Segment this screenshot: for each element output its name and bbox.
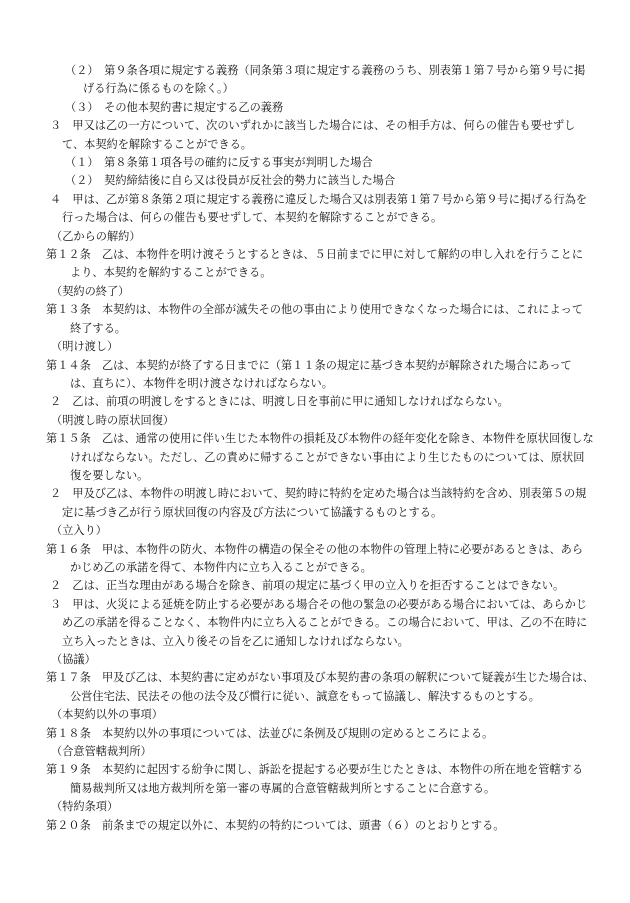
article-heading: （乙からの解約） xyxy=(51,229,141,243)
clause-paragraph: ３ 甲又は乙の一方について、次のいずれかに該当した場合には、その相手方は、何らの催告も要せずして、本契約を解除することができる。 xyxy=(50,119,576,151)
article-12: 第１２条 乙は、本物件を明け渡そうとするときは、５日前までに甲に対して解約の申し入れを行うことにより、本契約を解約することができる。 xyxy=(46,248,584,280)
article-heading: （合意管轄裁判所） xyxy=(51,745,152,759)
clause-paragraph: ２ 乙は、正当な理由がある場合を除き、前項の規定に基づく甲の立入りを拒否することはできない。 xyxy=(50,579,565,593)
clause-item: （２） 契約締結後に自ら又は役員が反社会的勢力に該当した場合 xyxy=(65,174,396,188)
article-16: 第１６条 甲は、本物件の防火、本物件の構造の保全その他の本物件の管理上特に必要があるときは、あらかじめ乙の承諾を得て、本物件内に立ち入ることができる。 xyxy=(46,542,584,574)
article-heading: （契約の終了） xyxy=(51,284,130,298)
article-13: 第１３条 本契約は、本物件の全部が滅失その他の事由により使用できなくなった場合には、これによって終了する。 xyxy=(46,303,584,335)
clause-item: （３） その他本契約書に規定する乙の義務 xyxy=(65,100,284,114)
article-heading: （特約条項） xyxy=(51,800,119,814)
article-heading: （協議） xyxy=(51,653,96,666)
article-18: 第１８条 本契約以外の事項については、法並びに条例及び規則の定めるところによる。 xyxy=(46,726,494,740)
article-20: 第２０条 前条までの規定以外に、本契約の特約については、頭書（６）のとおりとする。 xyxy=(46,818,505,832)
article-19: 第１９条 本契約に起因する紛争に関し、訴訟を提起する必要が生じたときは、本物件の所在地を管轄する簡易裁判所又は地方裁判所を第一審の専属的合意管轄裁判所とすることに合意する。 xyxy=(46,763,584,795)
article-15: 第１５条 乙は、通常の使用に伴い生じた本物件の損耗及び本物件の経年変化を除き、本物件を原状回復しなければならない。ただし、乙の責めに帰することができない事由により生じたものについては、原状回復を要しない。 xyxy=(46,432,594,482)
contract-text xyxy=(46,62,594,835)
article-heading: （立入り） xyxy=(51,524,107,538)
clause-paragraph: ３ 甲は、火災による延焼を防止する必要がある場合その他の緊急の必要がある場合においては、あらかじめ乙の承諾を得ることなく、本物件内に立ち入ることができる。この場合において、甲は、乙の不在時に立ち入ったときは、立入り後その旨を乙に通知しなければならない。 xyxy=(50,597,588,648)
clause-item: （２） 第９条各項に規定する義務（同条第３項に規定する義務のうち、別表第１第７号から第９号に掲げる行為に係るものを除く。） xyxy=(65,64,586,96)
article-heading: （明渡し時の原状回復） xyxy=(51,413,175,427)
clause-item: （１） 第８条第１項各号の確約に反する事実が判明した場合 xyxy=(65,156,373,170)
article-heading: （本契約以外の事項） xyxy=(51,708,163,722)
article-17: 第１７条 甲及び乙は、本契約書に定めがない事項及び本契約書の条項の解釈について疑義が生じた場合は、公営住宅法、民法その他の法令及び慣行に従い、誠意をもって協議し、解決するものとする。 xyxy=(46,671,594,703)
article-14: 第１４条 乙は、本契約が終了する日までに（第１１条の規定に基づき本契約が解除された場合にあっては、直ちに）、本物件を明け渡さなければならない。 xyxy=(46,358,572,390)
clause-paragraph: ２ 乙は、前項の明渡しをするときには、明渡し日を事前に甲に通知しなければならない。 xyxy=(50,395,509,409)
article-heading: （明け渡し） xyxy=(51,340,119,354)
clause-paragraph: ４ 甲は、乙が第８条第２項に規定する義務に違反した場合又は別表第１第７号から第９号に掲げる行為を行った場合は、何らの催告も要せずして、本契約を解除することができる。 xyxy=(50,192,588,225)
clause-paragraph: ２ 甲及び乙は、本物件の明渡し時において、契約時に特約を定めた場合は当該特約を含め、別表第５の規定に基づき乙が行う原状回復の内容及び方法について協議するものとする。 xyxy=(50,487,587,519)
